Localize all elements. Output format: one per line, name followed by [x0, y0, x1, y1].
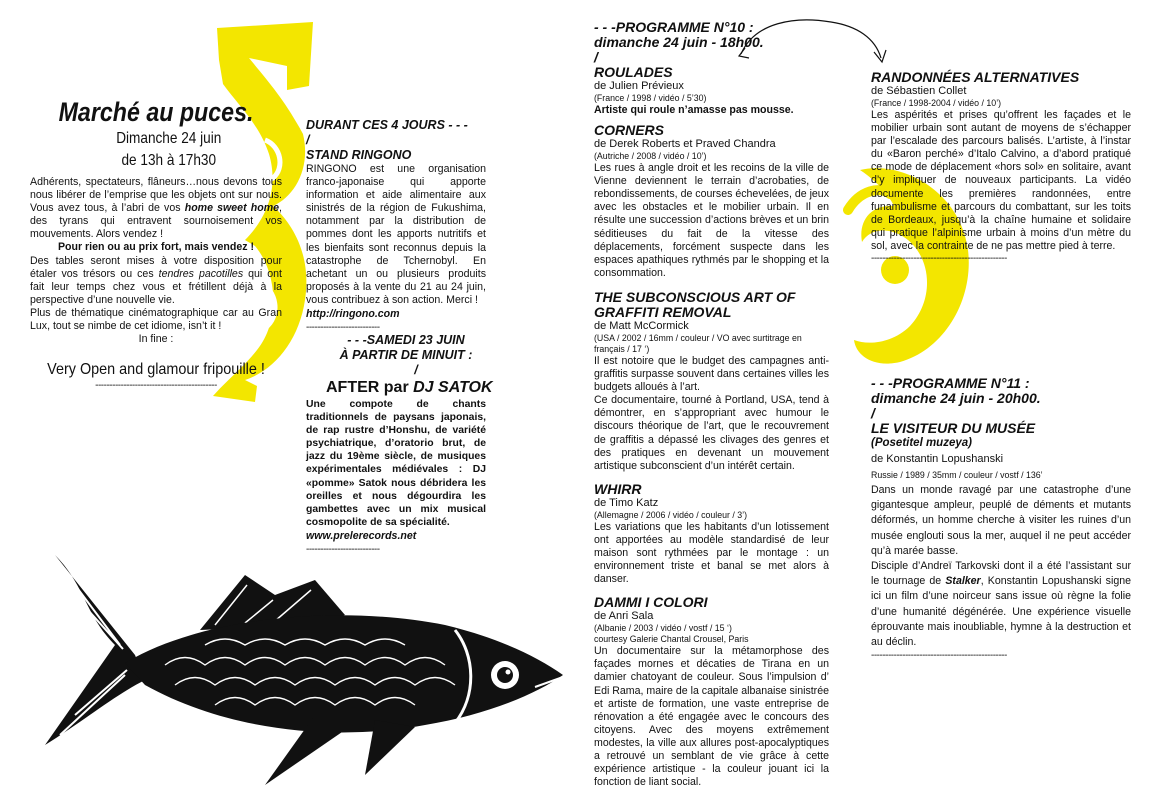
- programme-10-slash: /: [594, 49, 598, 65]
- film-whirr: [594, 482, 829, 586]
- marche-paragraph-1: [30, 176, 282, 241]
- programme-11-slash: /: [871, 405, 875, 421]
- after-section: [306, 333, 493, 556]
- marche-tendres-pacotilles: tendres pacotilles: [158, 267, 244, 280]
- film-text: Il est notoire que le budget des campagnes anti-graffitis surpasse souvent dans certaines villes les budgets alloués à l’art.: [594, 354, 829, 394]
- after-text: Une compote de chants traditionnels de paysans japonais, de rap rustre d’Honshu, de variété psychiatrique, d’oratorio brut, de jazz du 19ème siècle, de musiques expérimentales médiévales : DJ «pomme» Satok nous débridera les oreilles et nous dégourdira les gambettes avec un mix musical cosmopolite de sa spécialité.: [306, 399, 486, 528]
- ringono-heading-1: DURANT CES 4 JOURS - - -: [306, 118, 468, 132]
- film-director: de Julien Prévieux: [594, 80, 684, 92]
- randonnees-meta: (France / 1998-2004 / vidéo / 10’): [871, 98, 1002, 108]
- ringono-dash-rule: --------------------------: [306, 322, 380, 334]
- programme-10-section: [594, 20, 829, 789]
- film-meta: (USA / 2002 / 16mm / couleur / VO avec surtitrage en français / 17 ‘): [594, 332, 802, 354]
- after-dash-rule: --------------------------: [306, 543, 380, 555]
- film-roulades: [594, 65, 829, 117]
- film-text-2: Ce documentaire, tourné à Portland, USA, tend à démontrer, en s’appropriant avec humour le discours théorique de l’art, que le recouvrement de graffitis a dépassé les clivages des genres et des pratiques en devenant un mouvement artistique subconscient d’un intérêt certain.: [594, 394, 829, 472]
- film-director: de Derek Roberts et Praved Chandra: [594, 138, 776, 151]
- film-director: de Timo Katz: [594, 496, 659, 509]
- film-visiteur-p2-end: , Konstantin Lopushanski signe ici un film d’une noirceur sans issue où règne la folie d’une humanité dégénérée. Une expérience visuelle éprouvante mais inoubliable, hymne à la destruction et au déclin.: [871, 575, 1131, 649]
- film-visiteur-p2-text: Disciple d’Andreï Tarkovski dont il a été l’assistant sur le tournage de: [871, 560, 1131, 588]
- ringono-section: [306, 118, 486, 334]
- ringono-heading-2: STAND RINGONO: [306, 148, 412, 162]
- film-visiteur-p1: Dans un monde ravagé par une catastrophe d’une gigantesque ampleur, peuplé de déments et mutants déformés, un homme cherche à visiter les ruines d’un musée englouti sous la mer, auquel il ne peut accéder qu’à marée basse.: [871, 484, 1131, 557]
- after-title: [306, 378, 493, 398]
- film-meta: (Allemagne / 2006 / vidéo / couleur / 3’): [594, 509, 748, 520]
- marche-section: [30, 96, 282, 392]
- film-title: WHIRR: [594, 480, 642, 497]
- marche-home-sweet-home: home sweet home: [184, 202, 280, 215]
- after-url[interactable]: www.prelerecords.net: [306, 529, 417, 542]
- randonnees-dash-rule: ------------------------------------------------: [871, 253, 1007, 265]
- randonnees-title: RANDONNÉES ALTERNATIVES: [871, 69, 1080, 85]
- marche-paragraph-1-text: Adhérents, spectateurs, flâneurs…nous devons tous nous libérer de l’emprise que les objets ont sur nous. Vous avez tous, à l’abri de vos: [30, 176, 282, 215]
- marche-paragraph-2: Pour rien ou au prix fort, mais vendez !: [57, 241, 255, 254]
- film-text: Un documentaire sur la métamorphose des façades mornes et décaties de Tirana en un damier chatoyant de couleur. Sous l’impulsion d’ Edi Rama, maire de la capitale albanaise sinistrée et artiste de formation, une vaste entreprise de rénovation a été engagée avec le concours des citoyens. Avec des moyens extrêmement modestes, la ville aux allures post-apocalyptiques a retrouvé un semblant de vie grâce à cette expérience artistique - la couleur jouant ici la fonction de liant social.: [594, 645, 829, 789]
- film-meta: (Albanie / 2003 / vidéo / vostf / 15 ‘): [594, 623, 732, 634]
- film-text: Les rues à angle droit et les recoins de la ville de Vienne deviennent le terrain d’acrobaties, de rebondissements, de courses échevelées, de jeux avec les obstacles et le mobilier urbain. Il en résulte une succession d’actions brèves et un brin séditieuses du fait de la vitesse des déplacements, forcément suspecte dans les espaces apathiques rythmés par le shopping et la consommation.: [594, 162, 829, 279]
- film-visiteur-title: LE VISITEUR DU MUSÉE: [871, 420, 1036, 436]
- after-heading-2: À PARTIR DE MINUIT :: [339, 348, 473, 362]
- after-slash: /: [414, 363, 418, 377]
- marche-paragraph-3-end: qui ont fait leur temps chez vous et frétillent déjà à la perspective d’une nouvelle vie.: [30, 267, 282, 306]
- marche-paragraph-4: Plus de thématique cinématographique car au Gran Lux, tout se nimbe de cet idiome, isn’t it !: [30, 306, 282, 333]
- film-visiteur-subtitle: (Posetitel muzeya): [871, 437, 972, 449]
- fish-drawing: [15, 545, 570, 800]
- randonnees-section: [871, 70, 1131, 265]
- film-corners: [594, 123, 829, 280]
- programme-11-heading: - - -PROGRAMME N°11 :: [871, 375, 1030, 391]
- after-title-prefix: AFTER par: [326, 379, 414, 396]
- marche-title: Marché au puces.: [58, 97, 254, 127]
- film-director: de Anri Sala: [594, 610, 654, 623]
- film-text: Les variations que les habitants d’un lotissement ont apportées au modèle standardisé de leur maison sont rythmées par le montage : un environnement triste et banal se met alors à danser.: [594, 520, 829, 586]
- film-visiteur-meta: Russie / 1989 / 35mm / couleur / vostf / 136’: [871, 470, 1043, 480]
- film-credit: courtesy Galerie Chantal Crousel, Paris: [594, 634, 749, 645]
- ringono-slash: /: [306, 133, 310, 147]
- marche-slogan: Very Open and glamour fripouille !: [47, 361, 265, 379]
- marche-paragraph-3-text: Des tables seront mises à votre disposition pour étaler vos trésors ou ces: [30, 254, 282, 280]
- film-title: THE SUBCONSCIOUS ART OF GRAFFITI REMOVAL: [594, 288, 796, 320]
- marche-paragraph-3: [30, 255, 282, 307]
- film-visiteur-p2: [871, 559, 1131, 650]
- randonnees-director: de Sébastien Collet: [871, 85, 967, 97]
- film-director: de Matt McCormick: [594, 319, 689, 332]
- film-visiteur-director: de Konstantin Lopushanski: [871, 453, 1004, 465]
- programme-11-date: dimanche 24 juin - 20h00.: [871, 390, 1041, 406]
- programme-11-dash-rule: ------------------------------------------------: [871, 650, 1007, 662]
- film-dammi-i-colori: [594, 595, 829, 789]
- film-text: Artiste qui roule n’amasse pas mousse.: [594, 104, 794, 116]
- film-stalker: Stalker: [945, 575, 981, 588]
- film-title: ROULADES: [594, 64, 673, 80]
- ringono-url[interactable]: http://ringono.com: [306, 308, 400, 321]
- after-dj-name: DJ SATOK: [413, 379, 493, 396]
- film-title: DAMMI I COLORI: [594, 594, 708, 611]
- ringono-text: RINGONO est une organisation franco-japonaise qui apporte information et aide alimentaire aux sinistrés de la région de Fukushima, notamment par la distribution de pommes dont les apports nutritifs et les bienfaits sont reconnus depuis la catastrophe de Tchernobyl. En achetant un ou plusieurs produits proposés à la vente du 21 au 24 juin, vous contribuez à son action. Merci !: [306, 163, 486, 306]
- marche-in-fine: In fine :: [138, 333, 174, 346]
- after-heading-1: - - -SAMEDI 23 JUIN: [347, 333, 465, 347]
- programme-10-heading: - - -PROGRAMME N°10 :: [594, 19, 754, 35]
- film-title: CORNERS: [594, 122, 665, 139]
- marche-paragraph-1-end: , des tyrans qui entravent sournoisement vos mouvements. Alors vendez !: [30, 202, 282, 241]
- programme-10-date: dimanche 24 juin - 18h00.: [594, 34, 764, 50]
- film-meta: (France / 1998 / vidéo / 5’30): [594, 93, 707, 103]
- film-subconscious-art: [594, 290, 829, 473]
- programme-11-section: [871, 376, 1131, 662]
- marche-date: Dimanche 24 juin: [116, 130, 222, 147]
- marche-dash-rule: -------------------------------------------: [95, 380, 217, 392]
- marche-hours: de 13h à 17h30: [121, 152, 217, 169]
- randonnees-text: Les aspérités et prises qu’offrent les façades et le mobilier urbain sont autant de moyens de s’échapper par l’escalade des parcours balisés. L’artiste, à l’instar du «Baron perché» d’Italo Calvino, a d’abord pratiqué ce mode de déplacement «hors sol» en solitaire, avant d’y impliquer de nouveaux participants. La vidéo documente les premières randonnées, entre funambulisme et parcours du combattant, sur les toits de Bordeaux, jusqu’à la chaîne humaine et solidaire qui pratique l’alpinisme urbain à moins d’un mètre du sol, avec la contrainte de ne pas mettre pied à terre.: [871, 109, 1131, 252]
- film-meta: (Autriche / 2008 / vidéo / 10’): [594, 151, 707, 162]
